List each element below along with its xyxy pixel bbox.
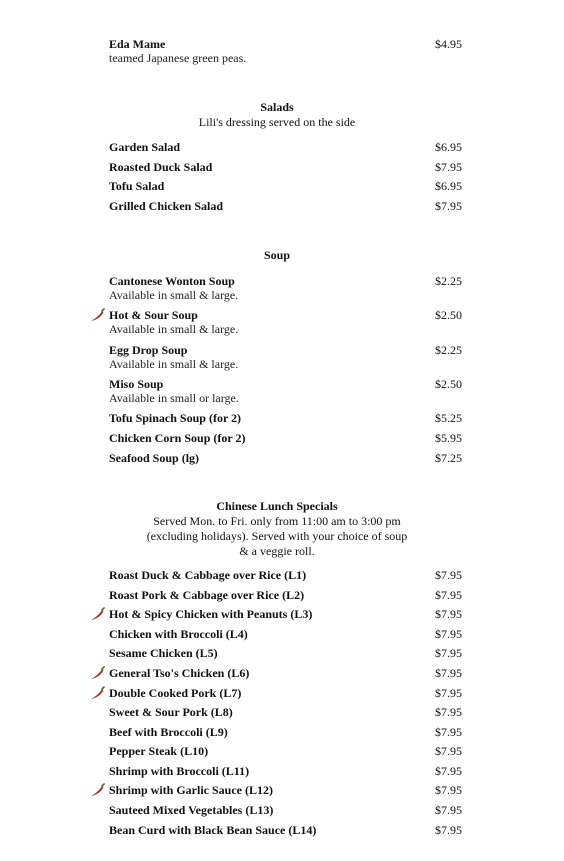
item-name: General Tso's Chicken (L6)	[109, 666, 250, 680]
item-price: $7.95	[435, 764, 462, 778]
item-name: Roasted Duck Salad	[109, 160, 213, 174]
menu-item-grilled-chicken-salad	[109, 199, 469, 213]
item-description: Available in small & large.	[109, 322, 239, 336]
item-price: $7.95	[435, 686, 462, 700]
chili-pepper-icon	[89, 783, 105, 797]
item-name: Roast Pork & Cabbage over Rice (L2)	[109, 588, 305, 602]
menu-item-shrimp-with-garlic-sauce-l12	[109, 783, 469, 797]
item-description: Available in small & large.	[109, 357, 239, 371]
item-name: Sweet & Sour Pork (L8)	[109, 705, 233, 719]
item-name: Chicken with Broccoli (L4)	[109, 627, 248, 641]
item-name: Pepper Steak (L10)	[109, 744, 209, 758]
item-description: Available in small & large.	[109, 288, 239, 302]
section-subtitle-line: Served Mon. to Fri. only from 11:00 am to 3:00 pm	[153, 514, 401, 528]
menu-item-tofu-spinach-soup-for-2	[109, 411, 469, 425]
item-name: Seafood Soup (lg)	[109, 451, 200, 465]
item-price: $7.95	[435, 666, 462, 680]
chili-pepper-icon	[89, 607, 105, 621]
section-subtitle-line: (excluding holidays). Served with your choice of soup	[146, 529, 408, 543]
menu-item-cantonese-wonton-soup	[109, 274, 469, 302]
item-name: Cantonese Wonton Soup	[109, 274, 235, 288]
menu-item-sesame-chicken-l5	[109, 646, 469, 660]
section-header-lunch-specials	[0, 499, 554, 559]
item-price: $7.95	[435, 725, 462, 739]
item-name: Garden Salad	[109, 140, 181, 154]
item-price: $7.95	[435, 803, 462, 817]
item-name: Chicken Corn Soup (for 2)	[109, 431, 246, 445]
menu-item-egg-drop-soup	[109, 343, 469, 371]
item-price: $6.95	[435, 140, 462, 154]
item-price: $7.95	[435, 199, 462, 213]
item-price: $2.25	[435, 343, 462, 357]
item-name: Miso Soup	[109, 377, 164, 391]
menu-item-bean-curd-with-black-bean-sauce-l14	[109, 823, 469, 837]
item-price: $7.95	[435, 607, 462, 621]
item-name: Egg Drop Soup	[109, 343, 188, 357]
item-price: $6.95	[435, 179, 462, 193]
item-price: $7.95	[435, 646, 462, 660]
menu-item-hot-sour-soup	[109, 308, 469, 336]
item-name: Grilled Chicken Salad	[109, 199, 224, 213]
menu-item-roasted-duck-salad	[109, 160, 469, 174]
item-price: $2.50	[435, 377, 462, 391]
section-subtitle-line: & a veggie roll.	[239, 544, 315, 558]
item-price: $7.95	[435, 160, 462, 174]
item-price: $7.95	[435, 627, 462, 641]
item-name: Roast Duck & Cabbage over Rice (L1)	[109, 568, 307, 582]
menu-item-beef-with-broccoli-l9	[109, 725, 469, 739]
section-title: Chinese Lunch Specials	[216, 499, 338, 513]
section-header-soup	[0, 248, 554, 263]
item-name: Tofu Salad	[109, 179, 165, 193]
menu-item-shrimp-with-broccoli-l11	[109, 764, 469, 778]
item-name: Shrimp with Garlic Sauce (L12)	[109, 783, 273, 797]
item-price: $2.25	[435, 274, 462, 288]
menu-item-chicken-corn-soup-for-2	[109, 431, 469, 445]
chili-pepper-icon	[89, 308, 105, 322]
item-name: Double Cooked Pork (L7)	[109, 686, 242, 700]
item-price: $7.25	[435, 451, 462, 465]
menu-item-miso-soup	[109, 377, 469, 405]
item-name: Sauteed Mixed Vegetables (L13)	[109, 803, 274, 817]
item-price: $5.25	[435, 411, 462, 425]
item-description: teamed Japanese green peas.	[109, 51, 247, 65]
item-description: Available in small or large.	[109, 391, 239, 405]
menu-item-sweet-sour-pork-l8	[109, 705, 469, 719]
item-price: $7.95	[435, 823, 462, 837]
menu-item-chicken-with-broccoli-l4	[109, 627, 469, 641]
item-name: Beef with Broccoli (L9)	[109, 725, 228, 739]
menu-item-sauteed-mixed-vegetables-l13	[109, 803, 469, 817]
item-price: $2.50	[435, 308, 462, 322]
item-price: $7.95	[435, 588, 462, 602]
section-subtitle: Lili's dressing served on the side	[198, 115, 356, 129]
item-price: $7.95	[435, 705, 462, 719]
menu-item-general-tso-s-chicken-l6	[109, 666, 469, 680]
menu-item-roast-pork-cabbage-over-rice-l2	[109, 588, 469, 602]
section-header-salads	[0, 100, 554, 130]
menu-item-roast-duck-cabbage-over-rice-l1	[109, 568, 469, 582]
item-name: Shrimp with Broccoli (L11)	[109, 764, 250, 778]
menu-item-tofu-salad	[109, 179, 469, 193]
menu-item-garden-salad	[109, 140, 469, 154]
menu-item-pepper-steak-l10	[109, 744, 469, 758]
menu-item-eda-mame	[109, 37, 469, 65]
menu-item-double-cooked-pork-l7	[109, 686, 469, 700]
item-price: $5.95	[435, 431, 462, 445]
item-name: Sesame Chicken (L5)	[109, 646, 218, 660]
item-name: Hot & Spicy Chicken with Peanuts (L3)	[109, 607, 313, 621]
item-name: Eda Mame	[109, 37, 166, 51]
section-title: Salads	[260, 100, 294, 114]
item-price: $7.95	[435, 783, 462, 797]
item-price: $7.95	[435, 744, 462, 758]
chili-pepper-icon	[89, 666, 105, 680]
item-name: Tofu Spinach Soup (for 2)	[109, 411, 242, 425]
menu-item-hot-spicy-chicken-with-peanuts-l3	[109, 607, 469, 621]
section-title: Soup	[263, 248, 291, 262]
menu-item-seafood-soup-lg	[109, 451, 469, 465]
item-price: $7.95	[435, 568, 462, 582]
item-name: Hot & Sour Soup	[109, 308, 198, 322]
chili-pepper-icon	[89, 686, 105, 700]
item-price: $4.95	[435, 37, 462, 51]
item-name: Bean Curd with Black Bean Sauce (L14)	[109, 823, 317, 837]
